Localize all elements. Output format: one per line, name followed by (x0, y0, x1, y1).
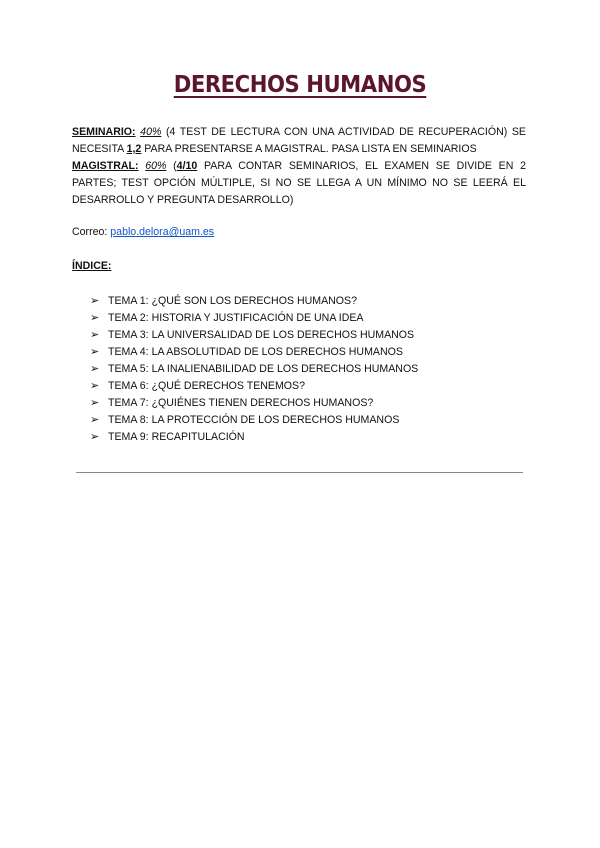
list-item (90, 327, 418, 344)
document-title-text: DERECHOS HUMANOS (173, 72, 427, 98)
list-item (90, 293, 418, 310)
magistral-grade: 4/10 (176, 160, 198, 172)
list-item (90, 310, 418, 327)
list-item (90, 412, 418, 429)
list-item (90, 378, 418, 395)
list-item (90, 361, 418, 378)
seminario-label: SEMINARIO: (72, 126, 136, 138)
arrow-bullet-icon: ➢ (90, 329, 100, 341)
arrow-bullet-icon: ➢ (90, 346, 100, 358)
index-item-label: TEMA 6: ¿QUÉ DERECHOS TENEMOS? (108, 380, 306, 392)
seminario-grade: 1,2 (126, 143, 142, 155)
seminario-text-b: PARA PRESENTARSE A MAGISTRAL. PASA LISTA EN SEMINARIOS (141, 143, 477, 155)
magistral-label: MAGISTRAL: (72, 160, 139, 172)
index-item-label: TEMA 4: LA ABSOLUTIDAD DE LOS DERECHOS HUMANOS (108, 346, 403, 358)
index-item-label: TEMA 1: ¿QUÉ SON LOS DERECHOS HUMANOS? (108, 295, 357, 307)
contact-email-link[interactable]: pablo.delora@uam.es (110, 226, 215, 238)
magistral-text-a: ( (166, 160, 177, 172)
course-info (72, 124, 526, 209)
index-item-label: TEMA 7: ¿QUIÉNES TIENEN DERECHOS HUMANOS? (108, 397, 374, 409)
index-item-label: TEMA 9: RECAPITULACIÓN (108, 431, 245, 443)
index-item-label: TEMA 5: LA INALIENABILIDAD DE LOS DERECHOS HUMANOS (108, 363, 419, 375)
horizontal-divider (76, 472, 523, 473)
index-list (90, 293, 418, 446)
index-item-label: TEMA 3: LA UNIVERSALIDAD DE LOS DERECHOS HUMANOS (108, 329, 415, 341)
arrow-bullet-icon: ➢ (90, 397, 100, 409)
arrow-bullet-icon: ➢ (90, 414, 100, 426)
document-title (24, 72, 576, 98)
list-item (90, 395, 418, 412)
arrow-bullet-icon: ➢ (90, 312, 100, 324)
index-item-label: TEMA 8: LA PROTECCIÓN DE LOS DERECHOS HUMANOS (108, 414, 400, 426)
arrow-bullet-icon: ➢ (90, 295, 100, 307)
arrow-bullet-icon: ➢ (90, 363, 100, 375)
index-item-label: TEMA 2: HISTORIA Y JUSTIFICACIÓN DE UNA IDEA (108, 312, 364, 324)
contact-line (72, 226, 214, 238)
arrow-bullet-icon: ➢ (90, 380, 100, 392)
index-title: ÍNDICE: (72, 260, 112, 272)
seminario-text-a: (4 TEST DE LECTURA CON UNA ACTIVIDAD DE RECUPERACIÓN) SE NECESITA (72, 126, 527, 155)
arrow-bullet-icon: ➢ (90, 431, 100, 443)
contact-label: Correo: (72, 226, 108, 238)
seminario-percent: 40% (140, 126, 162, 138)
magistral-percent: 60% (145, 160, 167, 172)
list-item (90, 344, 418, 361)
magistral-text-b: PARA CONTAR SEMINARIOS, EL EXAMEN SE DIVIDE EN 2 PARTES; TEST OPCIÓN MÚLTIPLE, SI NO SE LLEGA A UN MÍNIMO NO SE LEERÁ EL DESARROLLO Y PREGUNTA DESARROLLO) (72, 160, 526, 206)
list-item (90, 429, 418, 446)
